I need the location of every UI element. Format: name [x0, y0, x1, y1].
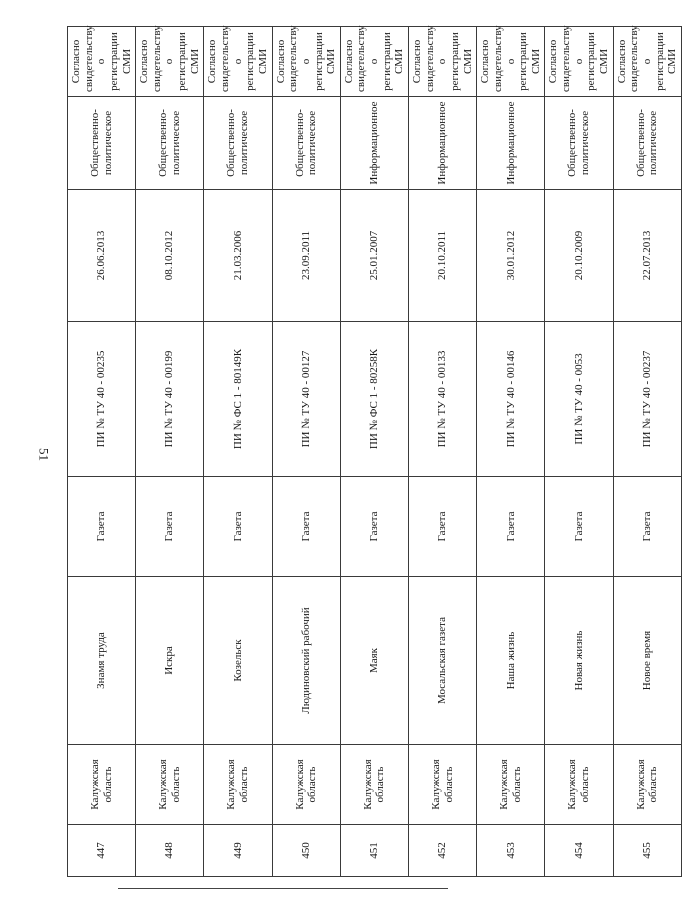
media-type-cell: Газета	[136, 477, 204, 577]
row-number: 451	[340, 825, 408, 877]
basis-cell: Согласно свидетельству о регистрации СМИ	[545, 27, 613, 97]
media-name-cell: Новое время	[613, 577, 681, 745]
media-name-cell: Искра	[136, 577, 204, 745]
table-body	[68, 27, 682, 877]
media-type-cell: Газета	[340, 477, 408, 577]
basis-cell: Согласно свидетельству о регистрации СМИ	[477, 27, 545, 97]
registration-date-cell: 26.06.2013	[68, 190, 136, 322]
media-name-cell: Людиновский рабочий	[272, 577, 340, 745]
table-row	[613, 27, 681, 877]
specialization-cell: Общественно-политическое	[136, 97, 204, 190]
row-number: 449	[204, 825, 272, 877]
table-row	[272, 27, 340, 877]
media-name-cell: Наша жизнь	[477, 577, 545, 745]
media-name-cell: Мосальская газета	[409, 577, 477, 745]
row-number: 448	[136, 825, 204, 877]
table-row	[409, 27, 477, 877]
media-type-cell: Газета	[272, 477, 340, 577]
row-number: 450	[272, 825, 340, 877]
basis-cell: Согласно свидетельству о регистрации СМИ	[340, 27, 408, 97]
specialization-cell: Общественно-политическое	[204, 97, 272, 190]
specialization-cell: Общественно-политическое	[272, 97, 340, 190]
page-number: 51	[36, 448, 52, 461]
registration-number-cell: ПИ № ТУ 40 - 00235	[68, 322, 136, 477]
registration-number-cell: ПИ № ТУ 40 - 00237	[613, 322, 681, 477]
media-type-cell: Газета	[409, 477, 477, 577]
basis-cell: Согласно свидетельству о регистрации СМИ	[272, 27, 340, 97]
media-name-cell: Новая жизнь	[545, 577, 613, 745]
registration-number-cell: ПИ № ТУ 40 - 00146	[477, 322, 545, 477]
region-cell: Калужская область	[204, 745, 272, 825]
row-number: 454	[545, 825, 613, 877]
region-cell: Калужская область	[272, 745, 340, 825]
specialization-cell: Информационное	[477, 97, 545, 190]
specialization-cell: Общественно-политическое	[545, 97, 613, 190]
specialization-cell: Общественно-политическое	[68, 97, 136, 190]
media-type-cell: Газета	[477, 477, 545, 577]
media-name-cell: Знамя труда	[68, 577, 136, 745]
registration-number-cell: ПИ № ФС 1 - 80149К	[204, 322, 272, 477]
registration-date-cell: 23.09.2011	[272, 190, 340, 322]
rotated-table-wrapper	[67, 25, 679, 877]
registration-date-cell: 20.10.2011	[409, 190, 477, 322]
table-row	[204, 27, 272, 877]
table-row	[340, 27, 408, 877]
basis-cell: Согласно свидетельству о регистрации СМИ	[68, 27, 136, 97]
media-type-cell: Газета	[613, 477, 681, 577]
specialization-cell: Информационное	[340, 97, 408, 190]
basis-cell: Согласно свидетельству о регистрации СМИ	[204, 27, 272, 97]
registration-number-cell: ПИ № ТУ 40 - 0053	[545, 322, 613, 477]
media-type-cell: Газета	[545, 477, 613, 577]
table-row	[68, 27, 136, 877]
region-cell: Калужская область	[545, 745, 613, 825]
basis-cell: Согласно свидетельству о регистрации СМИ	[613, 27, 681, 97]
region-cell: Калужская область	[409, 745, 477, 825]
table-row	[136, 27, 204, 877]
specialization-cell: Информационное	[409, 97, 477, 190]
media-name-cell: Козельск	[204, 577, 272, 745]
media-registry-table	[67, 26, 682, 877]
specialization-cell: Общественно-политическое	[613, 97, 681, 190]
row-number: 455	[613, 825, 681, 877]
basis-cell: Согласно свидетельству о регистрации СМИ	[136, 27, 204, 97]
media-name-cell: Маяк	[340, 577, 408, 745]
registration-date-cell: 20.10.2009	[545, 190, 613, 322]
media-type-cell: Газета	[204, 477, 272, 577]
registration-date-cell: 21.03.2006	[204, 190, 272, 322]
region-cell: Калужская область	[613, 745, 681, 825]
registration-date-cell: 30.01.2012	[477, 190, 545, 322]
registration-number-cell: ПИ № ФС 1 - 80258К	[340, 322, 408, 477]
table-row	[545, 27, 613, 877]
basis-cell: Согласно свидетельству о регистрации СМИ	[409, 27, 477, 97]
registration-date-cell: 25.01.2007	[340, 190, 408, 322]
row-number: 452	[409, 825, 477, 877]
registration-number-cell: ПИ № ТУ 40 - 00133	[409, 322, 477, 477]
registration-date-cell: 08.10.2012	[136, 190, 204, 322]
row-number: 447	[68, 825, 136, 877]
registration-number-cell: ПИ № ТУ 40 - 00199	[136, 322, 204, 477]
bottom-rule	[118, 888, 448, 889]
row-number: 453	[477, 825, 545, 877]
registration-date-cell: 22.07.2013	[613, 190, 681, 322]
media-type-cell: Газета	[68, 477, 136, 577]
region-cell: Калужская область	[340, 745, 408, 825]
registration-number-cell: ПИ № ТУ 40 - 00127	[272, 322, 340, 477]
region-cell: Калужская область	[477, 745, 545, 825]
region-cell: Калужская область	[136, 745, 204, 825]
table-row	[477, 27, 545, 877]
region-cell: Калужская область	[68, 745, 136, 825]
